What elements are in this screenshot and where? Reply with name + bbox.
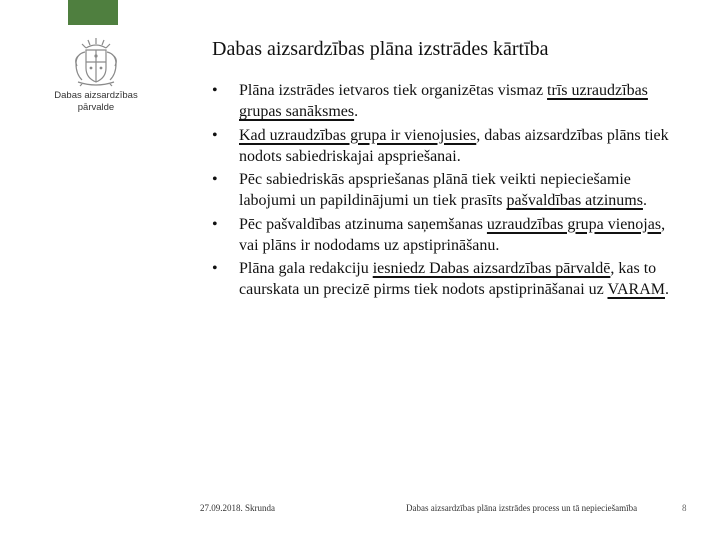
underlined-text: uzraudzības grupa vienojas (486, 215, 662, 233)
bullet-marker: • (212, 171, 218, 188)
bullet-text: Plāna izstrādes ietvaros tiek organizētas vismaz (239, 82, 548, 99)
bullet-item (212, 125, 682, 167)
organization-logo (46, 36, 146, 114)
bullet-marker: • (212, 215, 218, 233)
page-number: 8 (682, 503, 687, 513)
bullet-text: , dabas aizsardzības plāns tiek nodots sabiedriskajai apspriešanai. (239, 126, 669, 165)
bullet-item (212, 258, 682, 300)
bullet-text: , vai plāns ir nododams uz apstiprināšanu. (239, 215, 666, 254)
bullet-marker: • (212, 126, 218, 144)
underlined-text: VARAM (607, 281, 665, 298)
footer-date: 27.09.2018. Skrunda (200, 503, 275, 513)
footer-presentation-title: Dabas aizsardzības plāna izstrādes process un tā nepieciešamība (406, 503, 638, 513)
bullet-text: . (354, 103, 359, 120)
bullet-item (212, 80, 682, 122)
underlined-text: trīs uzraudzības grupas sanāksmes (239, 82, 648, 120)
underlined-text: Kad uzraudzības grupa ir vienojusies (239, 126, 477, 144)
bullet-text: Pēc sabiedriskās apspriešanas plānā tiek veikti nepieciešamie labojumi un papildinājumi un tiek prasīts (239, 171, 631, 209)
bullet-text: . (664, 281, 669, 298)
logo-text-line-1: Dabas aizsardzības (54, 90, 138, 101)
bullet-item (212, 169, 682, 211)
coat-of-arms-icon (68, 36, 124, 88)
slide-title: Dabas aizsardzības plāna izstrādes kārtība (212, 38, 549, 60)
bullet-item (212, 214, 682, 256)
bullet-text: , kas to caurskata un precizē pirms tiek nodots apstiprināšanai uz (239, 260, 657, 298)
underlined-text: iesniedz Dabas aizsardzības pārvaldē (372, 260, 611, 277)
bullet-marker: • (212, 260, 218, 277)
bullet-text: . (642, 192, 647, 209)
underlined-text: pašvaldības atzinums (506, 192, 643, 209)
accent-bar (68, 0, 118, 25)
bullet-text: Pēc pašvaldības atzinuma saņemšanas (239, 215, 487, 233)
logo-text-line-2: pārvalde (77, 102, 115, 113)
bullet-marker: • (212, 82, 218, 99)
bullet-list (212, 80, 682, 303)
bullet-text: Plāna gala redakciju (239, 260, 373, 277)
